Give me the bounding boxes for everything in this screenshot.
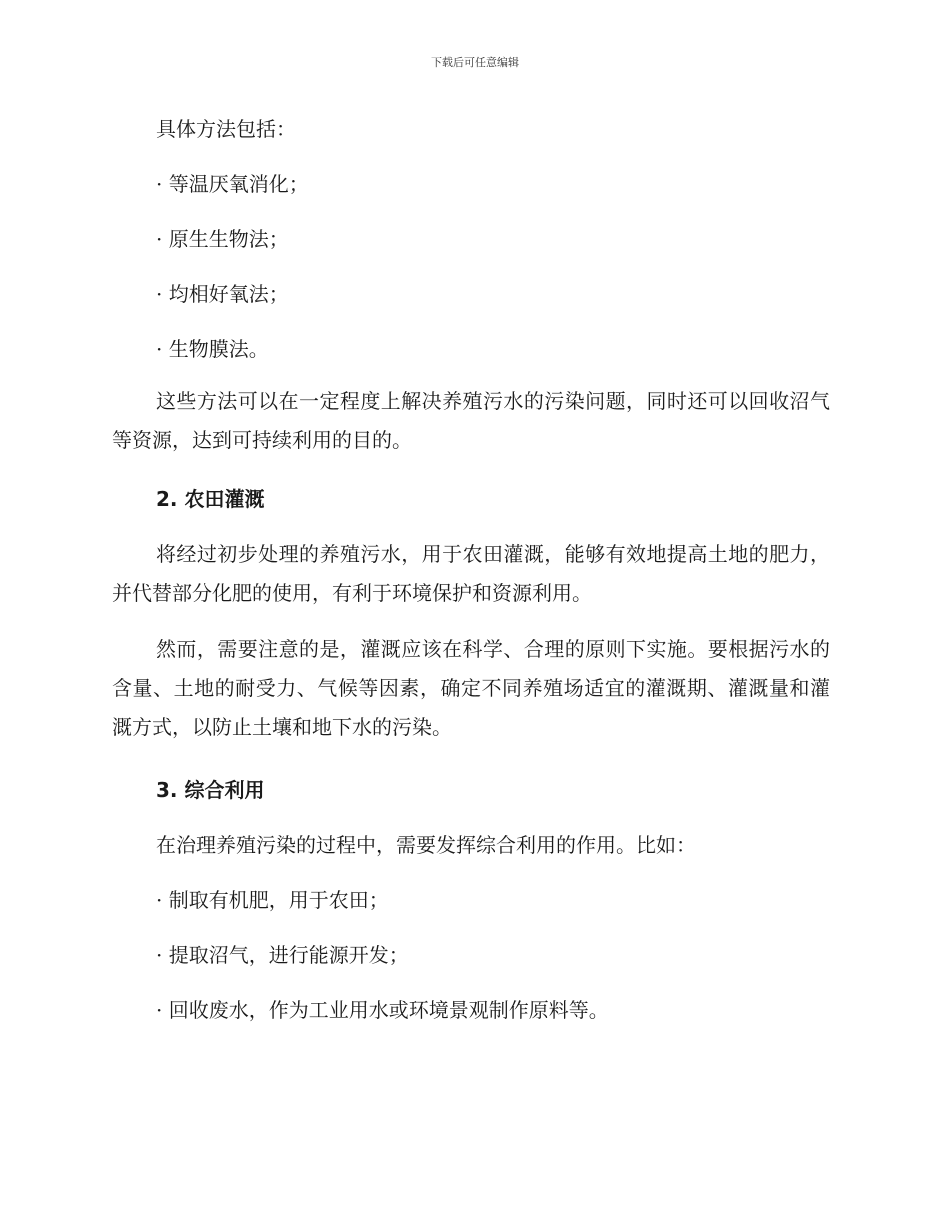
list-item: · 制取有机肥，用于农田；	[156, 888, 389, 912]
irrigation-paragraph-2: 然而，需要注意的是，灌溉应该在科学、合理的原则下实施。要根据污水的含量、土地的耐受力、气候等因素，确定不同养殖场适宜的灌溉期、灌溉量和灌溉方式，以防止土壤和地下水的污染。	[112, 637, 830, 739]
list-item: · 均相好氧法；	[156, 282, 289, 306]
irrigation-paragraph-1: 将经过初步处理的养殖污水，用于农田灌溉，能够有效地提高土地的肥力，并代替部分化肥的使用，有利于环境保护和资源利用。	[112, 542, 830, 605]
list-item: · 生物膜法。	[156, 337, 269, 361]
list-item: · 回收废水，作为工业用水或环境景观制作原料等。	[156, 998, 609, 1022]
methods-conclusion-paragraph: 这些方法可以在一定程度上解决养殖污水的污染问题，同时还可以回收沼气等资源，达到可持续利用的目的。	[112, 389, 830, 452]
page-header: 下载后可任意编辑	[431, 56, 519, 69]
list-item: · 等温厌氧消化；	[156, 172, 309, 196]
methods-intro: 具体方法包括：	[156, 117, 296, 141]
list-item: · 原生生物法；	[156, 227, 289, 251]
section-heading-irrigation: 2. 农田灌溉	[156, 487, 265, 511]
list-item: · 提取沼气，进行能源开发；	[156, 943, 409, 967]
section-heading-comprehensive-use: 3. 综合利用	[156, 778, 265, 802]
comprehensive-use-intro: 在治理养殖污染的过程中，需要发挥综合利用的作用。比如：	[156, 833, 696, 857]
